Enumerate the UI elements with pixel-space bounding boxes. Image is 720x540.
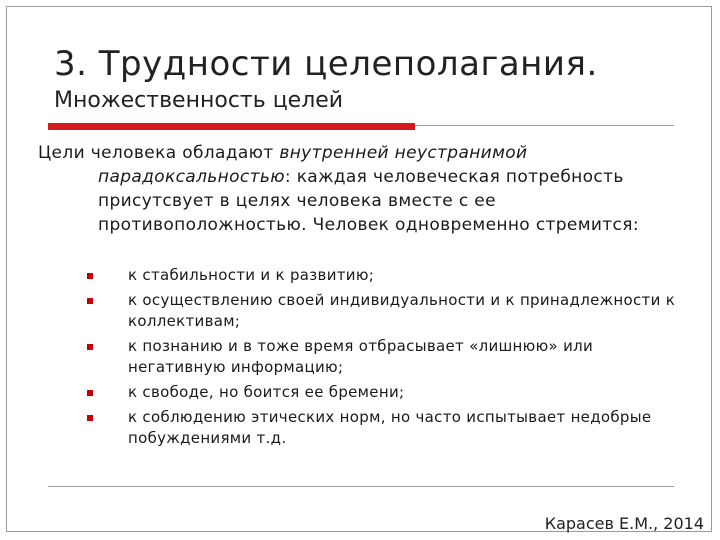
bullet-text: к познанию и в тоже время отбрасывает «лишнюю» или негативную информацию; xyxy=(128,337,594,376)
bullet-text: к свободе, но боится ее бремени; xyxy=(128,383,405,401)
bullet-text: к соблюдению этических норм, но часто испытывает недобрые побуждениями т.д. xyxy=(128,408,652,447)
slide-title: 3. Трудности целеполагания. xyxy=(54,44,598,84)
intro-paragraph xyxy=(38,141,678,237)
bullet-list xyxy=(82,265,692,453)
slide-subtitle: Множественность целей xyxy=(54,88,344,113)
bullet-text: к осуществлению своей индивидуальности и к принадлежности к коллективам; xyxy=(128,291,676,330)
square-bullet-icon xyxy=(87,298,93,304)
title-accent-bar xyxy=(48,123,415,130)
intro-text-italic: внутренней неустранимой парадоксальностью xyxy=(98,143,528,187)
square-bullet-icon xyxy=(87,344,93,350)
list-item xyxy=(82,336,692,378)
square-bullet-icon xyxy=(87,415,93,421)
square-bullet-icon xyxy=(87,390,93,396)
intro-text-start: Цели человека обладают xyxy=(38,143,280,163)
list-item xyxy=(82,290,692,332)
footer-divider xyxy=(48,486,674,487)
list-item xyxy=(82,407,692,449)
list-item xyxy=(82,265,692,286)
square-bullet-icon xyxy=(87,273,93,279)
list-item xyxy=(82,382,692,403)
author-footer: Карасев Е.М., 2014 xyxy=(544,514,704,533)
intro-text-end: : каждая человеческая потребность присутсвует в целях человека вместе с ее противоположностью. Человек одновременно стремится: xyxy=(98,167,639,235)
bullet-text: к стабильности и к развитию; xyxy=(128,266,375,284)
